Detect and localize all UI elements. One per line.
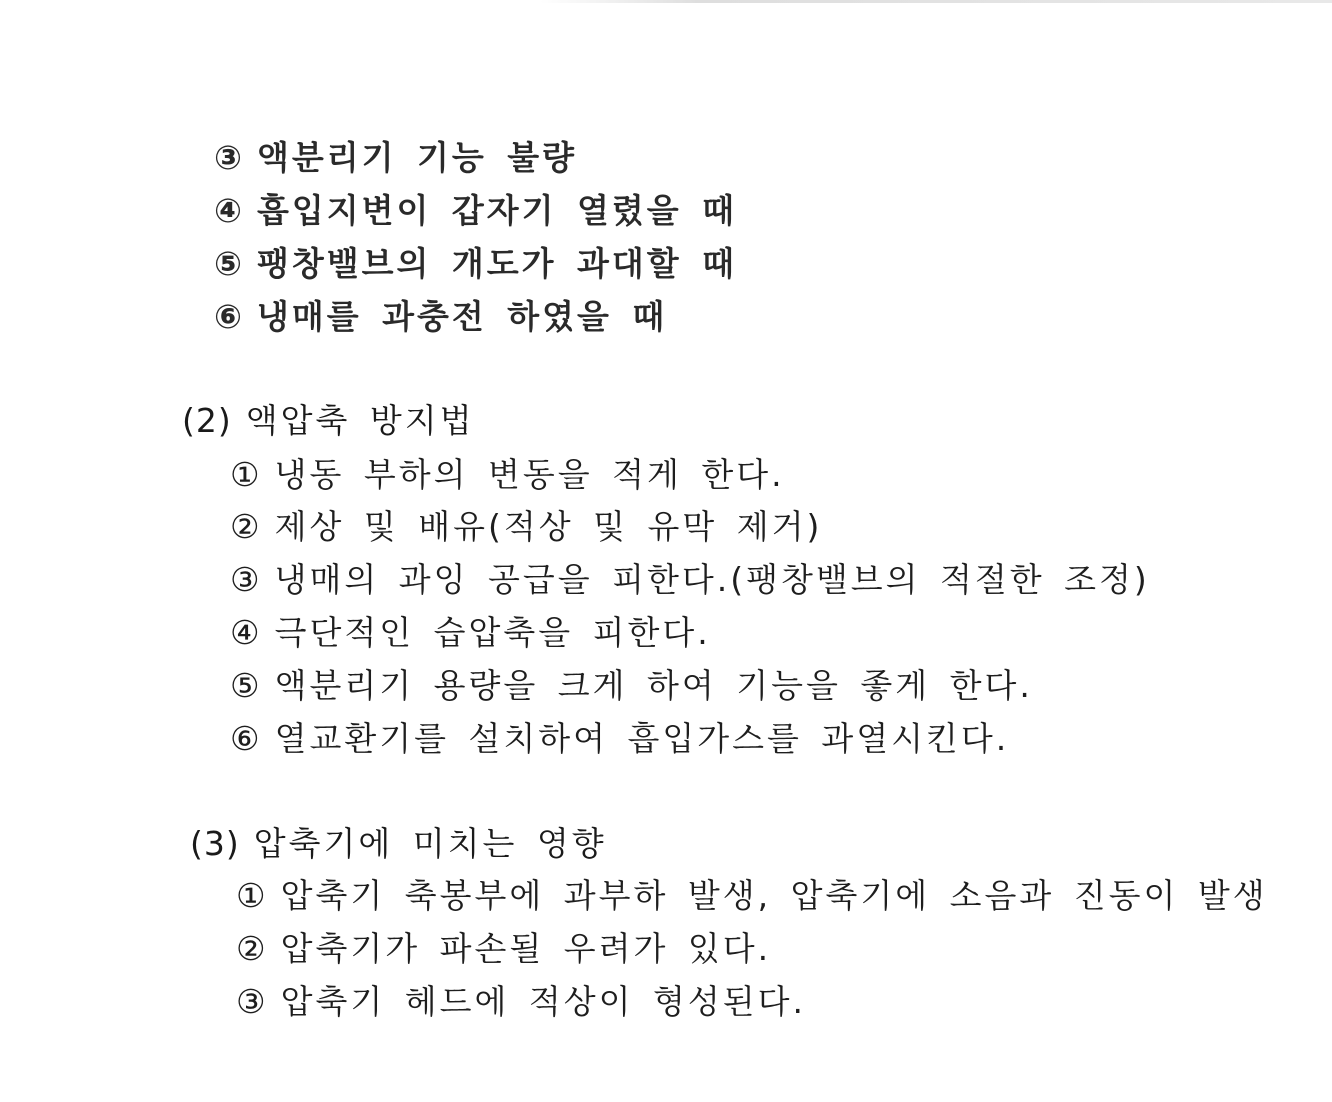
item-text: 냉매의 과잉 공급을 피한다.(팽창밸브의 적절한 조정) <box>274 560 1150 599</box>
list-item <box>236 929 771 969</box>
item-text: 액분리기 용량을 크게 하여 기능을 좋게 한다. <box>274 666 1033 705</box>
section-heading <box>182 401 475 441</box>
list-item <box>214 244 737 284</box>
item-text: 압축기 헤드에 적상이 형성된다. <box>280 982 806 1021</box>
list-item <box>236 876 1268 916</box>
heading-number: (3) <box>190 824 240 863</box>
item-number: ⑥ <box>214 297 245 336</box>
item-text: 냉매를 과충전 하였을 때 <box>256 297 668 336</box>
item-number: ② <box>236 929 269 968</box>
item-number: ③ <box>236 982 269 1021</box>
item-text: 압축기가 파손될 우려가 있다. <box>280 929 772 968</box>
list-item <box>230 666 1033 706</box>
item-text: 극단적인 습압축을 피한다. <box>274 613 711 652</box>
list-item <box>214 191 737 231</box>
item-number: ⑤ <box>214 244 245 283</box>
item-text: 냉동 부하의 변동을 적게 한다. <box>274 455 785 494</box>
section-heading <box>190 824 607 864</box>
item-number: ④ <box>214 191 245 230</box>
item-text: 액분리기 기능 불량 <box>256 138 577 177</box>
list-item <box>214 297 667 337</box>
item-text: 압축기 축봉부에 과부하 발생, 압축기에 소음과 진동이 발생 <box>280 876 1268 915</box>
item-text: 열교환기를 설치하여 흡입가스를 과열시킨다. <box>274 719 1010 758</box>
list-item <box>236 982 806 1022</box>
heading-text: 액압축 방지법 <box>245 401 475 440</box>
item-number: ① <box>236 876 269 915</box>
item-number: ⑥ <box>230 719 263 758</box>
item-text: 제상 및 배유(적상 및 유막 제거) <box>274 507 823 546</box>
item-number: ① <box>230 455 263 494</box>
heading-number: (2) <box>182 401 232 440</box>
item-number: ⑤ <box>230 666 263 705</box>
list-item <box>230 560 1150 600</box>
item-number: ③ <box>214 138 245 177</box>
item-text: 흡입지변이 갑자기 열렸을 때 <box>256 191 737 230</box>
item-number: ③ <box>230 560 263 599</box>
heading-text: 압축기에 미치는 영향 <box>253 824 607 863</box>
scan-edge-line <box>540 0 1332 3</box>
item-number: ④ <box>230 613 263 652</box>
item-text: 팽창밸브의 개도가 과대할 때 <box>256 244 737 283</box>
list-item <box>230 455 785 495</box>
list-item <box>214 138 577 178</box>
list-item <box>230 507 822 547</box>
list-item <box>230 719 1009 759</box>
item-number: ② <box>230 507 263 546</box>
list-item <box>230 613 711 653</box>
